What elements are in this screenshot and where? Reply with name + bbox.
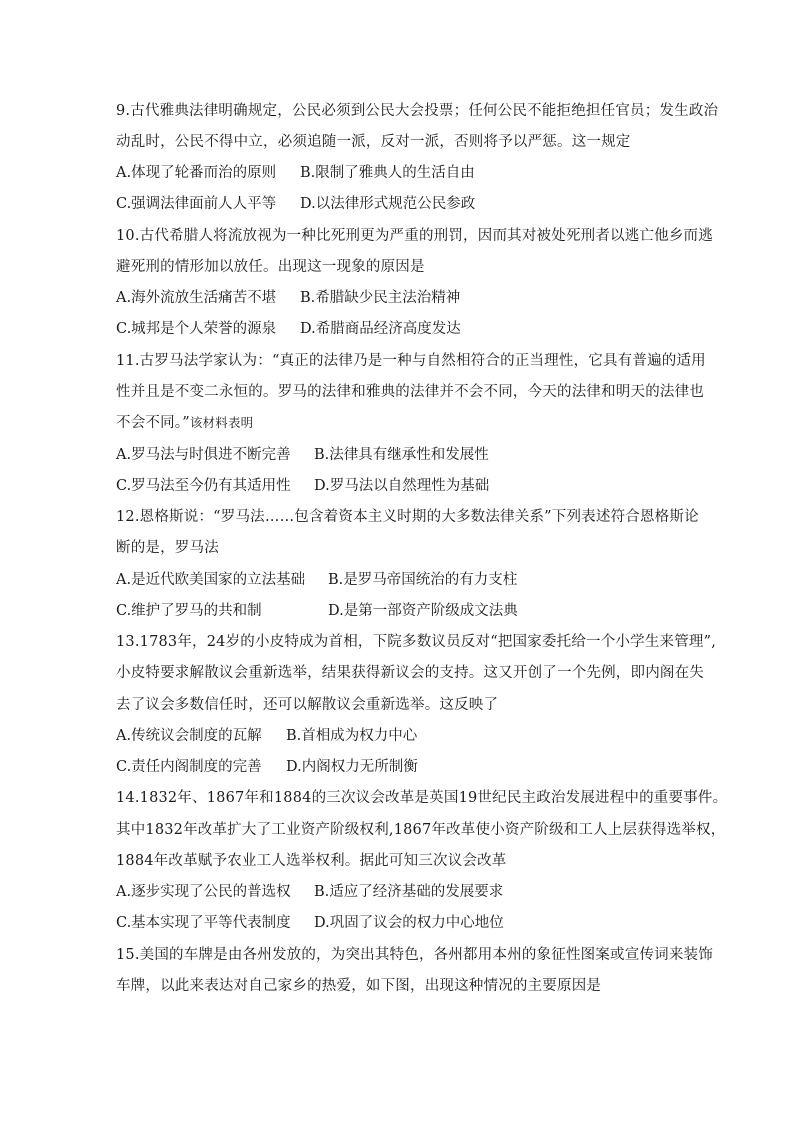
- q11-option-c[interactable]: C.罗马法至今仍有其适用性: [116, 478, 291, 494]
- q15-stem-line-1: 15.美国的车牌是由各州发放的，为突出其特色，各州都用本州的象征性图案或宣传词来装饰: [116, 947, 713, 963]
- q9-option-a[interactable]: A.体现了轮番而治的原则: [116, 165, 277, 181]
- q9-stem-line-2: 动乱时，公民不得中立，必须追随一派，反对一派，否则将予以严惩。这一规定: [116, 134, 631, 150]
- q13-option-c[interactable]: C.责任内阁制度的完善: [116, 759, 262, 775]
- q10-stem-line-2: 避死刑的情形加以放任。出现这一现象的原因是: [116, 259, 425, 275]
- q11-option-a[interactable]: A.罗马法与时俱进不断完善: [116, 447, 291, 463]
- q9-option-d[interactable]: D.以法律形式规范公民参政: [300, 196, 476, 212]
- q13-option-b[interactable]: B.首相成为权力中心: [286, 728, 418, 744]
- q13-option-a[interactable]: A.传统议会制度的瓦解: [116, 728, 262, 744]
- q13-stem-line-3: 去了议会多数信任时，还可以解散议会重新选举。这反映了: [116, 697, 499, 713]
- q11-stem-tail: 该材料表明: [189, 415, 254, 430]
- q10-option-d[interactable]: D.希腊商品经济高度发达: [300, 321, 461, 337]
- q11-stem-line-1: 11.古罗马法学家认为：“真正的法律乃是一种与自然相符合的正当理性，它具有普遍的适用: [116, 353, 706, 369]
- q12-option-d[interactable]: D.是第一部资产阶级成文法典: [328, 603, 518, 619]
- q10-option-a[interactable]: A.海外流放生活痛苦不堪: [116, 290, 277, 306]
- q13-stem-line-2: 小皮特要求解散议会重新选举，结果获得新议会的支持。这又开创了一个先例，即内阁在失: [116, 665, 704, 681]
- q14-stem-line-2: 其中1832年改革扩大了工业资产阶级权利,1867年改革使小资产阶级和工人上层获得选举权，: [116, 822, 726, 838]
- q12-option-b[interactable]: B.是罗马帝国统治的有力支柱: [328, 572, 518, 588]
- q14-stem-line-1: 14.1832年、1867年和1884的三次议会改革是英国19世纪民主政治发展进程中的重要事件。: [116, 790, 728, 806]
- q14-option-a[interactable]: A.逐步实现了公民的普选权: [116, 884, 291, 900]
- q12-option-c[interactable]: C.维护了罗马的共和制: [116, 603, 262, 619]
- q11-stem-line-3-quote: 不会不同。”: [116, 415, 190, 431]
- q10-option-b[interactable]: B.希腊缺少民主法治精神: [300, 290, 461, 306]
- q10-option-c[interactable]: C.城邦是个人荣誉的源泉: [116, 321, 277, 337]
- q9-stem-line-1: 9.古代雅典法律明确规定，公民必须到公民大会投票；任何公民不能拒绝担任官员；发生政治: [116, 103, 719, 119]
- q14-option-d[interactable]: D.巩固了议会的权力中心地位: [314, 915, 504, 931]
- q12-option-a[interactable]: A.是近代欧美国家的立法基础: [116, 572, 306, 588]
- q13-option-d[interactable]: D.内阁权力无所制衡: [286, 759, 418, 775]
- q14-stem-line-3: 1884年改革赋予农业工人选举权利。据此可知三次议会改革: [116, 853, 507, 869]
- q14-option-b[interactable]: B.适应了经济基础的发展要求: [314, 884, 504, 900]
- q11-stem-line-2: 性并且是不变二永恒的。罗马的法律和雅典的法律并不会不同，今天的法律和明天的法律也: [116, 384, 704, 400]
- q9-option-c[interactable]: C.强调法律面前人人平等: [116, 196, 277, 212]
- q11-stem-line-3: [116, 413, 253, 433]
- q14-option-c[interactable]: C.基本实现了平等代表制度: [116, 915, 291, 931]
- q13-stem-line-1: 13.1783年，24岁的小皮特成为首相，下院多数议员反对“把国家委托给一个小学生来管理”,: [116, 634, 717, 650]
- q11-option-d[interactable]: D.罗马法以自然理性为基础: [314, 478, 490, 494]
- q12-stem-line-1: 12.恩格斯说：“罗马法……包含着资本主义时期的大多数法律关系”下列表述符合恩格斯论: [116, 509, 699, 525]
- q9-option-b[interactable]: B.限制了雅典人的生活自由: [300, 165, 475, 181]
- q12-stem-line-2: 断的是，罗马法: [116, 540, 219, 556]
- q10-stem-line-1: 10.古代希腊人将流放视为一种比死刑更为严重的刑罚，因而其对被处死刑者以逃亡他乡而逃: [116, 228, 713, 244]
- q15-stem-line-2: 车牌，以此来表达对自己家乡的热爱，如下图，出现这种情况的主要原因是: [116, 978, 602, 994]
- q11-option-b[interactable]: B.法律具有继承性和发展性: [314, 447, 489, 463]
